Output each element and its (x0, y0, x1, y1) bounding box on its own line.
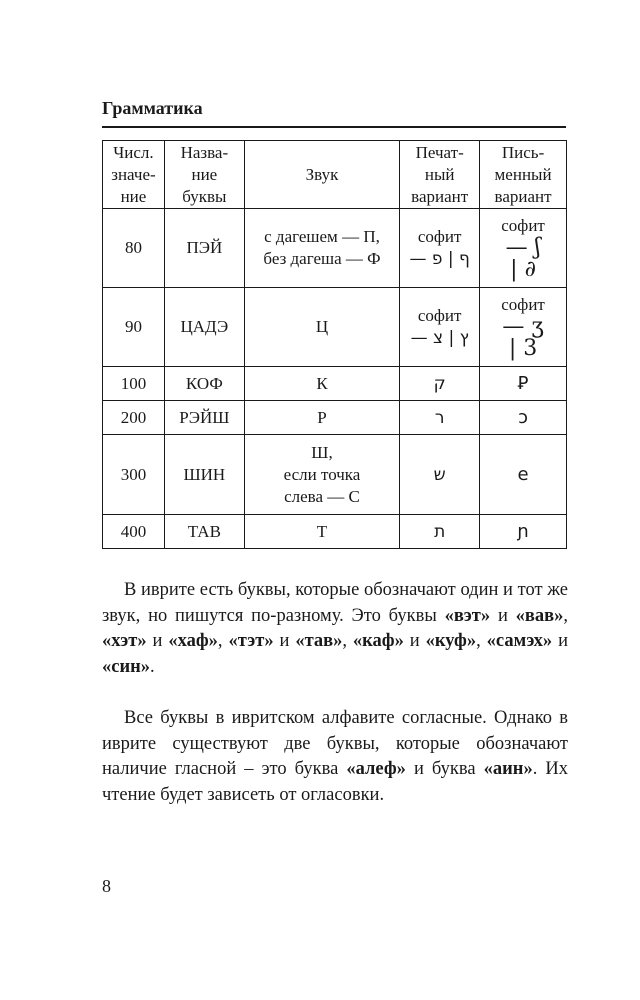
cell-sound: с дагешем — П, без дагеша — Ф (244, 209, 399, 288)
cell-print: софит — ף | פ (400, 209, 480, 288)
table-row (103, 288, 567, 367)
write-glyph: | 3 (508, 336, 538, 361)
cell-sound: Ц (244, 288, 399, 367)
header-letter-name: Назва- ние буквы (164, 141, 244, 209)
cell-sound: Ш, если точка слева — С (244, 435, 399, 515)
cell-print: ר (400, 401, 480, 435)
cell-write: Ꝑ (480, 367, 567, 401)
cell-name: ШИН (164, 435, 244, 515)
header-written-variant: Пись- менный вариант (480, 141, 567, 209)
cell-name: КОФ (164, 367, 244, 401)
cell-write: ɲ (480, 515, 567, 549)
table-row (103, 401, 567, 435)
cell-num: 90 (103, 288, 165, 367)
paragraph-consonants: Все буквы в ивритском алфавите согласные. Однако в иврите существуют две буквы, которые обозначают наличие гласной – это буква «алеф» и буква «аин». Их чтение будет зависеть от огласовки. (102, 708, 568, 805)
paragraph-same-sound-letters: В иврите есть буквы, которые обозначают один и тот же звук, но пишутся по-разному. Это буквы «вэт» и «вав», «хэт» и «хаф», «тэт» и «тав», «каф» и «куф», «самэх» и «син». (102, 580, 569, 677)
table-row (103, 209, 567, 288)
cell-num: 100 (103, 367, 165, 401)
cell-num: 400 (103, 515, 165, 549)
cell-write: софит — ʒ | 3 (480, 288, 567, 367)
cell-print: софит — ץ | צ (400, 288, 480, 367)
header-sound: Звук (244, 141, 399, 209)
write-glyph: — ʒ (502, 314, 544, 339)
print-glyph: — ץ | צ (410, 328, 469, 348)
table-row (103, 515, 567, 549)
write-glyph: | ∂ (510, 257, 536, 282)
cell-print: ש (400, 435, 480, 515)
print-glyph: — ף | פ (409, 249, 470, 269)
letters-table (102, 140, 567, 549)
header-divider (102, 126, 566, 128)
cell-num: 300 (103, 435, 165, 515)
cell-num: 200 (103, 401, 165, 435)
write-glyph: — ʃ (505, 235, 541, 260)
cell-sound: Р (244, 401, 399, 435)
cell-num: 80 (103, 209, 165, 288)
table-header-row (103, 141, 567, 209)
cell-name: ПЭЙ (164, 209, 244, 288)
cell-write: ɔ (480, 401, 567, 435)
cell-print: ת (400, 515, 480, 549)
cell-write: софит — ʃ | ∂ (480, 209, 567, 288)
page-number: 8 (102, 876, 111, 896)
header-print-variant: Печат- ный вариант (400, 141, 480, 209)
cell-name: ЦАДЭ (164, 288, 244, 367)
cell-name: ТАВ (164, 515, 244, 549)
table-row (103, 435, 567, 515)
cell-sound: К (244, 367, 399, 401)
header-numeric-value: Числ. значе- ние (103, 141, 165, 209)
cell-sound: Т (244, 515, 399, 549)
table-row (103, 367, 567, 401)
cell-name: РЭЙШ (164, 401, 244, 435)
cell-print: ק (400, 367, 480, 401)
cell-write: e (480, 435, 567, 515)
running-header: Грамматика (102, 98, 203, 118)
